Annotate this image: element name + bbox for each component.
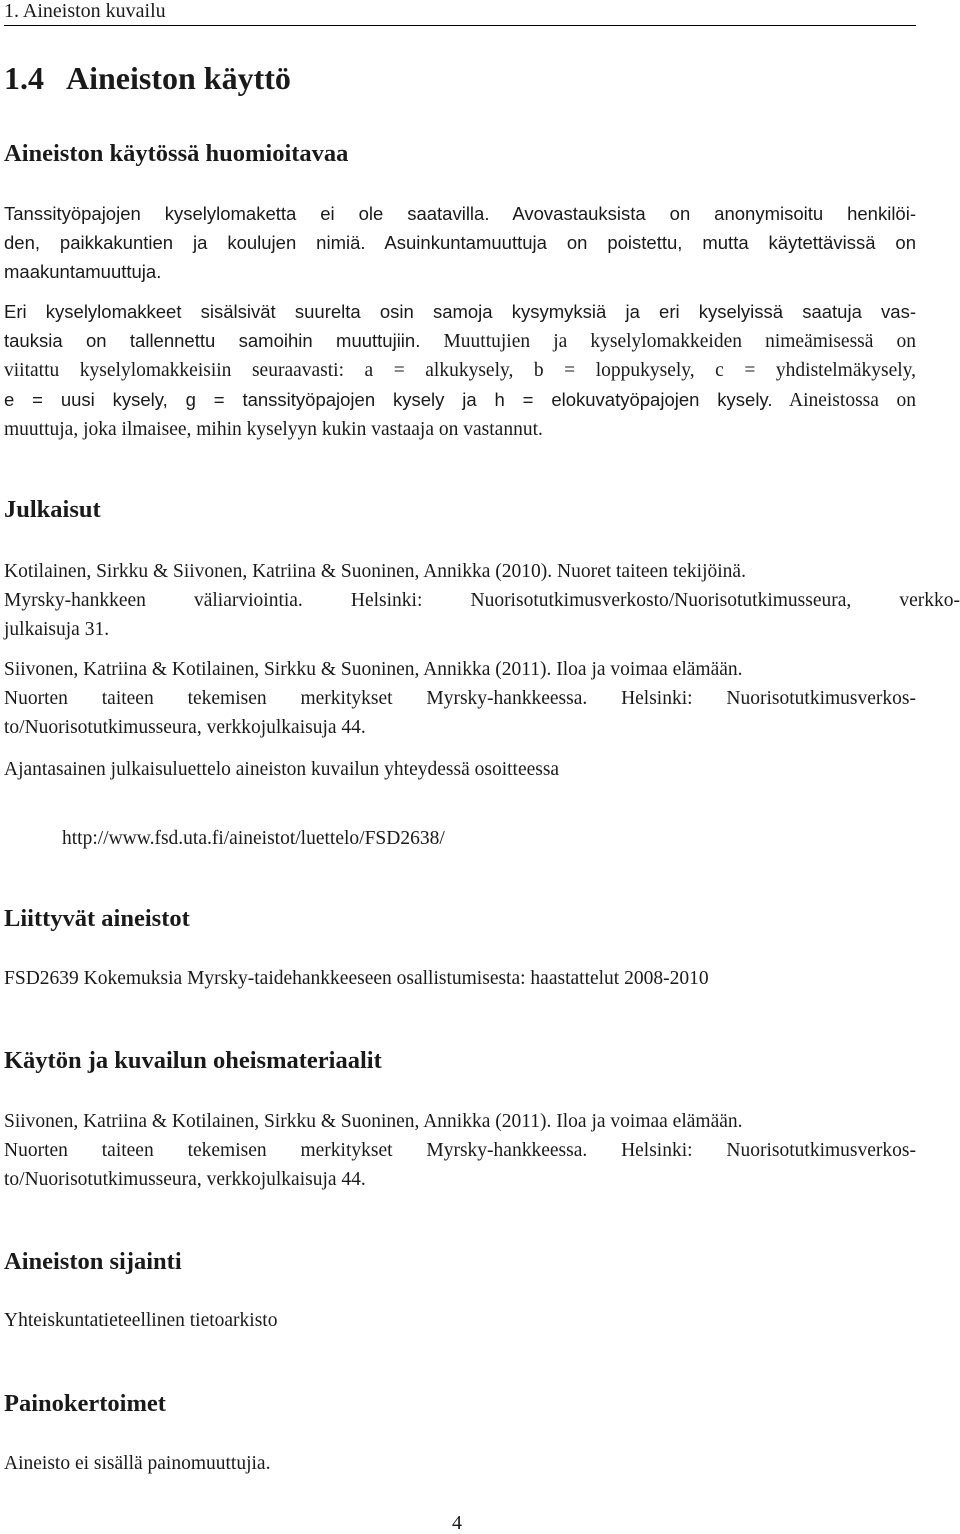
text-line: Yhteiskuntatieteellinen tietoarkisto	[4, 1310, 278, 1331]
text-run: Aineistossa on	[772, 390, 916, 411]
section-title	[4, 58, 291, 98]
text-line: Myrsky-hankkeen väliarviointia. Helsinki: Nuorisotutkimusverkosto/Nuorisotutkimusseura, verkko-	[4, 590, 960, 611]
text-line: den, paikkakuntien ja koulujen nimiä. Asuinkuntamuuttuja on poistettu, mutta käytettävissä on	[4, 232, 916, 253]
page-number: 4	[452, 1512, 462, 1534]
usage-notes-paragraph-1	[4, 199, 916, 286]
text-line: julkaisuja 31.	[4, 619, 110, 640]
supplementary-materials-reference	[4, 1107, 916, 1194]
location-heading: Aineiston sijainti	[4, 1248, 182, 1275]
publication-reference-1	[4, 557, 960, 644]
text-line: Ajantasainen julkaisuluettelo aineiston kuvailun yhteydessä osoitteessa	[4, 759, 560, 780]
text-line: Aineisto ei sisällä painomuuttujia.	[4, 1453, 271, 1474]
text-line: Kotilainen, Sirkku & Siivonen, Katriina & Suoninen, Annikka (2010). Nuoret taiteen tekijöinä.	[4, 561, 746, 582]
text-line: Nuorten taiteen tekemisen merkitykset Myrsky-hankkeessa. Helsinki: Nuorisotutkimusverkos-	[4, 1140, 916, 1161]
text-line	[4, 326, 916, 356]
weights-text	[4, 1449, 916, 1478]
text-line: Tanssityöpajojen kyselylomaketta ei ole saatavilla. Avovastauksista on anonymisoitu henkilöi-	[4, 203, 916, 224]
related-datasets-heading: Liittyvät aineistot	[4, 905, 190, 932]
text-line: viitattu kyselylomakkeisiin seuraavasti: a = alkukysely, b = loppukysely, c = yhdistelmäkysely,	[4, 360, 916, 381]
text-line: Siivonen, Katriina & Kotilainen, Sirkku & Suoninen, Annikka (2011). Iloa ja voimaa elämään.	[4, 659, 743, 680]
weights-heading: Painokertoimet	[4, 1390, 166, 1417]
text-line: Eri kyselylomakkeet sisälsivät suurelta osin samoja kysymyksiä ja eri kyselyissä saatuja vas-	[4, 301, 916, 322]
text-run: Muuttujien ja kyselylomakkeiden nimeämisessä on	[420, 331, 916, 352]
usage-notes-heading: Aineiston käytössä huomioitavaa	[4, 140, 349, 167]
text-run-sans: tauksia on tallennettu samoihin muuttujiin.	[4, 330, 421, 351]
publications-heading: Julkaisut	[4, 496, 101, 523]
text-line: maakuntamuuttuja.	[4, 261, 162, 282]
section-title-text: Aineiston käyttö	[66, 60, 291, 96]
text-line	[4, 385, 916, 415]
usage-notes-paragraph-2	[4, 297, 916, 444]
text-line: to/Nuorisotutkimusseura, verkkojulkaisuja 44.	[4, 717, 366, 738]
text-line: to/Nuorisotutkimusseura, verkkojulkaisuja 44.	[4, 1169, 366, 1190]
related-datasets-text	[4, 964, 916, 993]
text-line: muuttuja, joka ilmaisee, mihin kyselyyn kukin vastaaja on vastannut.	[4, 419, 543, 440]
text-line: Nuorten taiteen tekemisen merkitykset Myrsky-hankkeessa. Helsinki: Nuorisotutkimusverkos-	[4, 688, 916, 709]
publication-reference-2	[4, 655, 916, 742]
publication-list-note	[4, 755, 916, 784]
location-text	[4, 1306, 916, 1335]
publication-list-url[interactable]: http://www.fsd.uta.fi/aineistot/luettelo/FSD2638/	[62, 828, 445, 849]
running-header: 1. Aineiston kuvailu	[4, 0, 916, 26]
text-run-sans: e = uusi kysely, g = tanssityöpajojen kysely ja h = elokuvatyöpajojen kysely.	[4, 389, 773, 410]
section-number: 1.4	[4, 60, 44, 96]
text-line: Siivonen, Katriina & Kotilainen, Sirkku & Suoninen, Annikka (2011). Iloa ja voimaa elämään.	[4, 1111, 743, 1132]
text-line: FSD2639 Kokemuksia Myrsky-taidehankkeeseen osallistumisesta: haastattelut 2008-2010	[4, 968, 709, 989]
supplementary-materials-heading: Käytön ja kuvailun oheismateriaalit	[4, 1047, 382, 1074]
